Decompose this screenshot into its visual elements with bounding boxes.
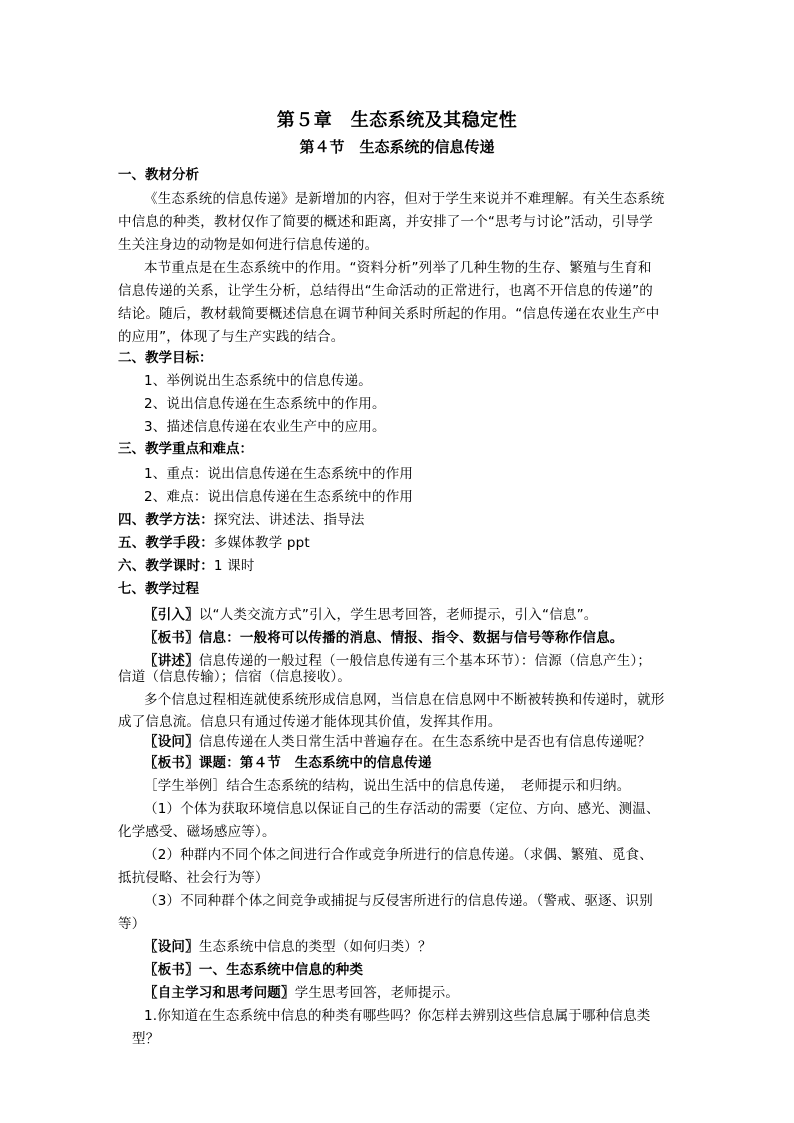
- s3-item-2: 2、难点：说出信息传递在生态系统中的作用: [144, 489, 414, 505]
- point1-line-2: 化学感受、磁场感应等）。: [118, 824, 276, 840]
- q1-line: [144, 730, 651, 750]
- board1-tag: 〖板书〗: [144, 630, 199, 646]
- s2-item-2: 2、说出信息传递在生态系统中的作用。: [144, 396, 386, 412]
- point1-line: （1）个体为获取环境信息以保证自己的生存活动的需要（定位、方向、感光、测温、: [144, 801, 660, 817]
- explain-line-2: 信道（信息传输）；信宿（信息接收）。: [118, 669, 352, 685]
- s2-item-1: 1、举例说出生态系统中的信息传递。: [144, 373, 372, 389]
- board2-line: [144, 751, 432, 771]
- point2-line: （2）种群内不同个体之间进行合作或竞争所进行的信息传递。（求偶、繁殖、觅食、: [144, 847, 653, 863]
- s1-line-1: 《生态系统的信息传递》是新增加的内容，但对于学生来说并不难理解。有关生态系统: [144, 191, 665, 207]
- para1-line: 多个信息过程相连就使系统形成信息网，当信息在信息网中不断被转换和传递时，就形: [144, 692, 665, 708]
- intro-line: [144, 603, 598, 623]
- intro-tag: 〖引入〗: [144, 607, 199, 623]
- s4-line: [118, 508, 365, 528]
- board3-tag: 〖板书〗: [144, 962, 199, 978]
- explain-tag: 〖讲述〗: [144, 653, 199, 669]
- s5-text: 多媒体教学 ppt: [213, 535, 310, 551]
- s2-heading: 二、教学目标：: [118, 350, 213, 366]
- s4-heading: 四、教学方法：: [118, 512, 214, 528]
- s4-text: 探究法、讲述法、指导法: [213, 512, 365, 528]
- question-line-1: 1.你知道在生态系统中信息的种类有哪些吗？你怎样去辨别这些信息属于哪种信息类: [144, 1008, 651, 1024]
- board2-tag: 〖板书〗: [144, 755, 199, 771]
- q1-text: 信息传递在人类日常生活中普遍存在。在生态系统中是否也有信息传递呢？: [198, 734, 651, 750]
- s1-line-5: 信息传递的关系，让学生分析，总结得出“生命活动的正常进行，也离不开信息的传递”的: [118, 283, 653, 299]
- s7-heading: 七、教学过程: [118, 581, 199, 597]
- point3-line: （3）不同种群个体之间竞争或捕捉与反侵害所进行的信息传递。（警戒、驱逐、识别: [144, 893, 653, 909]
- q2-text: 生态系统中信息的类型（如何归类）？: [198, 939, 432, 955]
- s3-item-1: 1、重点：说出信息传递在生态系统中的作用: [144, 466, 414, 482]
- explain-text: 信息传递的一般过程（一般信息传递有三个基本环节）：信源（信息产生）；: [198, 653, 652, 669]
- s5-line: [118, 531, 310, 551]
- board2-text: 课题：第４节 生态系统中的信息传递: [198, 755, 432, 771]
- self-study-line: [144, 981, 459, 1001]
- s5-heading: 五、教学手段：: [118, 535, 214, 551]
- s1-line-3: 生关注身边的动物是如何进行信息传递的。: [118, 237, 379, 253]
- self-study-text: 学生思考回答，老师提示。: [294, 985, 460, 1001]
- q1-tag: 〖设问〗: [144, 734, 199, 750]
- section-title: 第４节 生态系统的信息传递: [299, 138, 495, 156]
- intro-text: 以“人类交流方式”引入，学生思考回答，老师提示，引入“信息”。: [198, 607, 598, 623]
- s6-line: [118, 554, 255, 574]
- s1-heading: 一、教材分析: [118, 167, 199, 183]
- board1-text: 信息：一般将可以传播的消息、情报、指令、数据与信号等称作信息。: [198, 630, 624, 646]
- s1-line-2: 中信息的种类，教材仅作了简要的概述和距离，并安排了一个“思考与讨论”活动，引导学: [118, 214, 653, 230]
- s1-line-7: 的应用”，体现了与生产实践的结合。: [118, 329, 345, 345]
- s1-line-4: 本节重点是在生态系统中的作用。“资料分析”列举了几种生物的生存、繁殖与生育和: [144, 260, 652, 276]
- s6-text: 1 课时: [213, 558, 255, 574]
- board3-text: 一、生态系统中信息的种类: [198, 962, 364, 978]
- s6-heading: 六、教学课时：: [118, 558, 214, 574]
- point3-line-2: 等）: [118, 916, 146, 932]
- q2-tag: 〖设问〗: [144, 939, 199, 955]
- board3-line: [144, 958, 363, 978]
- self-study-tag: 〖自主学习和思考问题〗: [144, 985, 295, 1001]
- question-line-2: 型？: [132, 1031, 160, 1047]
- para1-line-2: 成了信息流。信息只有通过传递才能体现其价值，发挥其作用。: [118, 714, 502, 730]
- s1-line-6: 结论。随后，教材载简要概述信息在调节种间关系时所起的作用。“信息传递在农业生产中: [118, 306, 660, 322]
- example-line: ［学生举例］结合生态系统的结构，说出生活中的信息传递， 老师提示和归纳。: [144, 778, 631, 794]
- q2-line: [144, 935, 432, 955]
- board1-line: [144, 626, 624, 646]
- s2-item-3: 3、描述信息传递在农业生产中的应用。: [144, 419, 386, 435]
- s3-heading: 三、教学重点和难点：: [118, 441, 253, 457]
- chapter-title: 第５章 生态系统及其稳定性: [276, 110, 518, 131]
- point2-line-2: 抵抗侵略、社会行为等）: [118, 870, 269, 886]
